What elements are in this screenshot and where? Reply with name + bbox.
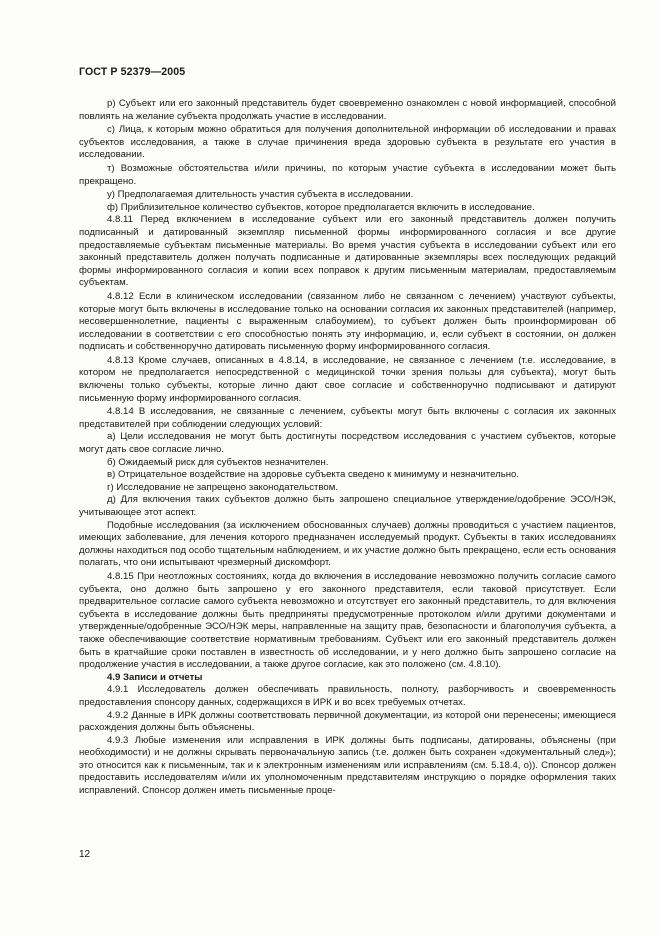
note-paragraph: Подобные исследования (за исключением обоснованных случаев) должны проводиться с участием пациентов, имеющих заболевание, для лечения которого предназначен исследуемый продукт. Субъекты в таких исследованиях должны находиться под особо тщательным наблюдением, и их участие должно быть прекращено, если есть основания полагать, что они испытывают чрезмерный дискомфорт. [79, 519, 616, 569]
item-r: р) Субъект или его законный представитель будет своевременно ознакомлен с новой информацией, способной повлиять на желание субъекта продолжать участие в исследовании. [79, 98, 616, 122]
document-body [79, 98, 616, 798]
clause-4-8-12: 4.8.12 Если в клиническом исследовании (связанном либо не связанном с лечением) участвуют субъекты, которые могут быть включены в исследование только на основании согласия их законных представителей (например, несовершеннолетние, пациенты с выраженным слабоумием), то субъект должен быть проинформирован об исследовании в соответствии с его способностью понять эту информацию, и, если субъект в состоянии, он должен подписать и собственноручно датировать письменную форму информированного согласия. [79, 290, 616, 353]
condition-v: в) Отрицательное воздействие на здоровье субъекта сведено к минимуму и незначительно. [107, 469, 519, 481]
item-t: т) Возможные обстоятельства и/или причины, по которым участие субъекта в исследовании может быть прекращено. [79, 162, 616, 187]
clause-4-8-14: 4.8.14 В исследования, не связанные с лечением, субъекты могут быть включены с согласия их законных представителей при соблюдении следующих условий: [79, 406, 616, 430]
item-s: с) Лица, к которым можно обратиться для получения дополнительной информации об исследовании и правах субъектов исследования, а также в случае причинения вреда здоровью субъекта в результате его участия в исследовании. [79, 124, 616, 161]
condition-a: а) Цели исследования не могут быть достигнуты посредством исследования с участием субъектов, которые могут дать свое согласие лично. [79, 431, 616, 456]
section-heading: 4.9 Записи и отчеты [107, 671, 203, 683]
page-number: 12 [79, 849, 91, 860]
clause-4-8-11: 4.8.11 Перед включением в исследование субъект или его законный представитель должен получить подписанный и датированный экземпляр письменной формы информированного согласия и все другие предоставляемые субъектам письменные материалы. Во время участия субъекта в исследовании субъект или его законный представитель должен получать подписанные и датированные экземпляры всех последующих редакций формы информированного согласия и копии всех поправок к другим письменным материалам, предоставляемым субъектам. [79, 214, 616, 289]
condition-b: б) Ожидаемый риск для субъектов незначителен. [107, 456, 329, 468]
clause-4-9-2: 4.9.2 Данные в ИРК должны соответствовать первичной документации, из которой они перенесены; имеющиеся расхождения должны быть объяснены. [79, 709, 616, 734]
clause-4-9-1: 4.9.1 Исследователь должен обеспечивать правильность, полноту, разборчивость и своевременность предоставления спонсору данных, содержащихся в ИРК и во всех требуемых отчетах. [79, 684, 616, 708]
document-header: ГОСТ Р 52379—2005 [79, 66, 186, 78]
item-f: ф) Приблизительное количество субъектов, которое предполагается включить в исследование. [107, 201, 535, 213]
clause-4-8-15: 4.8.15 При неотложных состояниях, когда до включения в исследование невозможно получить согласие самого субъекта, оно должно быть запрошено у его законного представителя, если таковой присутствует. Если предварительное согласие самого субъекта невозможно и отсутствует его законный представитель, то для включения субъекта в исследование должны быть предприняты предусмотренные протоколом и/или другими документами и утвержденные/одобренные ЭСО/НЭК меры, направленные на защиту прав, безопасности и благополучия субъекта, а также обеспечивающие соответствие нормативным требованиям. Субъект или его законный представитель должен быть в кратчайшие сроки поставлен в известность об исследовании, и у него должно быть запрошено согласие на продолжение участия в исследовании, а также другое согласие, как это положено (см. 4.8.10). [79, 570, 616, 671]
clause-4-9-3: 4.9.3 Любые изменения или исправления в ИРК должны быть подписаны, датированы, объяснены (при необходимости) и не должны скрывать первоначальную запись (т.е. должен быть сохранен «документальный след»); это относится как к письменным, так и к электронным изменениям или исправлениям (см. 5.18.4, о)). Спонсор должен предоставить исследователям и/или их уполномоченным представителям инструкцию о порядке оформления таких исправлений. Спонсор должен иметь письменные проце- [79, 734, 616, 797]
clause-4-8-13: 4.8.13 Кроме случаев, описанных в 4.8.14, в исследование, не связанное с лечением (т.е. исследование, в котором не предполагается непосредственной с медицинской точки зрения пользы для субъекта), могут быть включены только субъекты, которые лично дают свое согласие и собственноручно подписывают и датируют письменную форму информированного согласия. [79, 354, 616, 404]
condition-g: г) Исследование не запрещено законодательством. [107, 481, 339, 493]
item-u: у) Предполагаемая длительность участия субъекта в исследовании. [107, 189, 414, 201]
condition-d: д) Для включения таких субъектов должно быть запрошено специальное утверждение/одобрение ЭСО/НЭК, учитывающее этот аспект. [79, 494, 616, 518]
